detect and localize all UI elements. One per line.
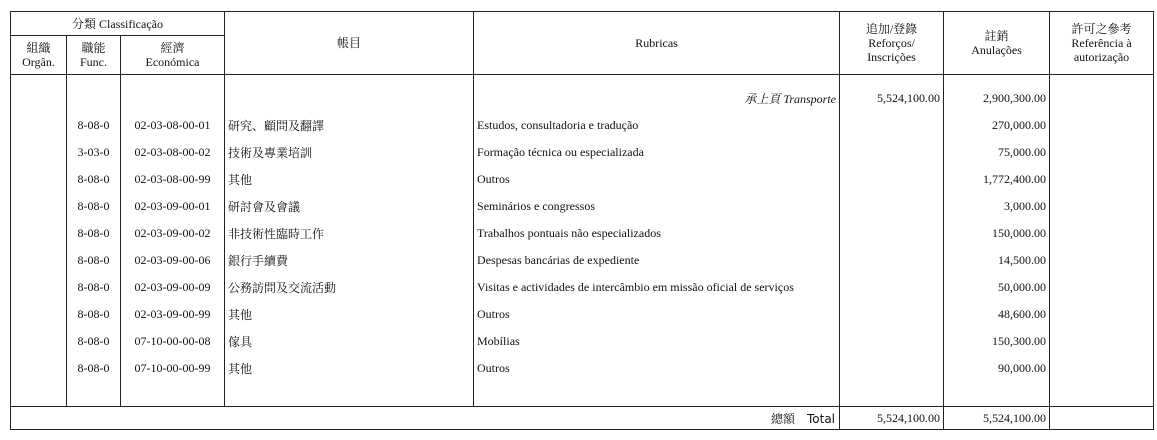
func-code: 8-08-0 [67, 166, 121, 193]
referencia-cell [1050, 166, 1154, 193]
econ-header [121, 36, 225, 75]
reforcos-cell [840, 220, 944, 247]
classification-header: 分類 Classificação [11, 12, 225, 36]
referencia-cell [1050, 328, 1154, 355]
referencia-header-text: 許可之參考 Referência à autorização [1071, 22, 1132, 64]
func-header [67, 36, 121, 75]
reforcos-cell [840, 112, 944, 139]
organ-cell [11, 193, 67, 220]
organ-cell [11, 139, 67, 166]
account-name-cn: 其他 [225, 301, 474, 328]
func-code: 8-08-0 [67, 274, 121, 301]
table-row [11, 247, 1154, 274]
anulacoes-header-text: 註銷 Anulações [971, 29, 1022, 57]
econ-header-text: 經濟 Económica [145, 41, 200, 69]
total-row [11, 407, 1154, 430]
reforcos-cell [840, 274, 944, 301]
referencia-cell [1050, 220, 1154, 247]
transport-label-cn: 承上頁 [744, 92, 781, 106]
transport-anulacoes: 2,900,300.00 [944, 85, 1050, 112]
referencia-header [1050, 12, 1154, 75]
table-row [11, 166, 1154, 193]
func-code: 3-03-0 [67, 139, 121, 166]
rubrica-name-pt: Formação técnica ou especializada [474, 139, 840, 166]
total-referencia [1050, 407, 1154, 430]
reforcos-cell [840, 328, 944, 355]
reforcos-cell [840, 166, 944, 193]
func-header-text: 職能 Func. [80, 41, 107, 69]
transport-reforcos: 5,524,100.00 [840, 85, 944, 112]
func-code: 8-08-0 [67, 112, 121, 139]
anulacoes-value: 14,500.00 [944, 247, 1050, 274]
organ-cell [11, 166, 67, 193]
total-anulacoes: 5,524,100.00 [944, 407, 1050, 430]
rubrica-name-pt: Seminários e congressos [474, 193, 840, 220]
spacer-row [11, 75, 1154, 86]
reforcos-cell [840, 193, 944, 220]
econ-code: 02-03-08-00-02 [121, 139, 225, 166]
econ-code: 02-03-09-00-99 [121, 301, 225, 328]
table-row [11, 301, 1154, 328]
account-name-cn: 非技術性臨時工作 [225, 220, 474, 247]
organ-cell [11, 247, 67, 274]
anulacoes-header [944, 12, 1050, 75]
func-code: 8-08-0 [67, 301, 121, 328]
transport-label-pt: Transporte [783, 92, 837, 106]
anulacoes-value: 48,600.00 [944, 301, 1050, 328]
func-code: 8-08-0 [67, 328, 121, 355]
total-label: 總額 Total [11, 407, 840, 430]
organ-header [11, 36, 67, 75]
anulacoes-value: 50,000.00 [944, 274, 1050, 301]
table-row [11, 112, 1154, 139]
rubrica-name-pt: Outros [474, 355, 840, 382]
budget-table-sheet [10, 11, 1153, 425]
budget-table [10, 11, 1154, 430]
econ-code: 02-03-09-00-01 [121, 193, 225, 220]
anulacoes-value: 150,300.00 [944, 328, 1050, 355]
econ-code: 02-03-09-00-06 [121, 247, 225, 274]
anulacoes-value: 3,000.00 [944, 193, 1050, 220]
reforcos-cell [840, 355, 944, 382]
account-name-cn: 其他 [225, 166, 474, 193]
reforcos-header-text: 追加/登錄 Reforços/ Inscrições [865, 22, 918, 64]
account-name-cn: 其他 [225, 355, 474, 382]
referencia-cell [1050, 112, 1154, 139]
organ-cell [11, 301, 67, 328]
total-reforcos: 5,524,100.00 [840, 407, 944, 430]
account-name-cn: 研究、顧問及翻譯 [225, 112, 474, 139]
organ-cell [11, 274, 67, 301]
anulacoes-value: 90,000.00 [944, 355, 1050, 382]
rubricas-header: Rubricas [474, 12, 840, 75]
account-name-cn: 銀行手續費 [225, 247, 474, 274]
account-name-cn: 研討會及會議 [225, 193, 474, 220]
econ-code: 02-03-09-00-09 [121, 274, 225, 301]
reforcos-cell [840, 247, 944, 274]
organ-cell [11, 355, 67, 382]
func-code: 8-08-0 [67, 355, 121, 382]
table-row [11, 355, 1154, 382]
rubrica-name-pt: Visitas e actividades de intercâmbio em missão oficial de serviços [474, 274, 840, 301]
end-padding-row [11, 382, 1154, 407]
anulacoes-value: 150,000.00 [944, 220, 1050, 247]
rubrica-name-pt: Despesas bancárias de expediente [474, 247, 840, 274]
reforcos-cell [840, 139, 944, 166]
organ-cell [11, 112, 67, 139]
transport-label [474, 85, 840, 112]
rubrica-name-pt: Trabalhos pontuais não especializados [474, 220, 840, 247]
reforcos-header [840, 12, 944, 75]
anulacoes-value: 1,772,400.00 [944, 166, 1050, 193]
table-row [11, 139, 1154, 166]
anulacoes-value: 75,000.00 [944, 139, 1050, 166]
rubrica-name-pt: Mobílias [474, 328, 840, 355]
referencia-cell [1050, 301, 1154, 328]
organ-cell [11, 328, 67, 355]
rubrica-name-pt: Outros [474, 166, 840, 193]
econ-code: 07-10-00-00-99 [121, 355, 225, 382]
table-row [11, 274, 1154, 301]
referencia-cell [1050, 355, 1154, 382]
reforcos-cell [840, 301, 944, 328]
account-name-cn: 公務訪問及交流活動 [225, 274, 474, 301]
table-row [11, 193, 1154, 220]
account-name-cn: 傢具 [225, 328, 474, 355]
table-row [11, 220, 1154, 247]
zhangmu-header: 帳目 [225, 12, 474, 75]
referencia-cell [1050, 139, 1154, 166]
transport-row [11, 85, 1154, 112]
table-row [11, 328, 1154, 355]
organ-cell [11, 220, 67, 247]
anulacoes-value: 270,000.00 [944, 112, 1050, 139]
account-name-cn: 技術及專業培訓 [225, 139, 474, 166]
func-code: 8-08-0 [67, 220, 121, 247]
econ-code: 07-10-00-00-08 [121, 328, 225, 355]
organ-header-text: 組織 Orgân. [22, 41, 55, 69]
func-code: 8-08-0 [67, 247, 121, 274]
referencia-cell [1050, 274, 1154, 301]
referencia-cell [1050, 247, 1154, 274]
referencia-cell [1050, 193, 1154, 220]
econ-code: 02-03-08-00-01 [121, 112, 225, 139]
func-code: 8-08-0 [67, 193, 121, 220]
rubrica-name-pt: Estudos, consultadoria e tradução [474, 112, 840, 139]
econ-code: 02-03-09-00-02 [121, 220, 225, 247]
econ-code: 02-03-08-00-99 [121, 166, 225, 193]
rubrica-name-pt: Outros [474, 301, 840, 328]
